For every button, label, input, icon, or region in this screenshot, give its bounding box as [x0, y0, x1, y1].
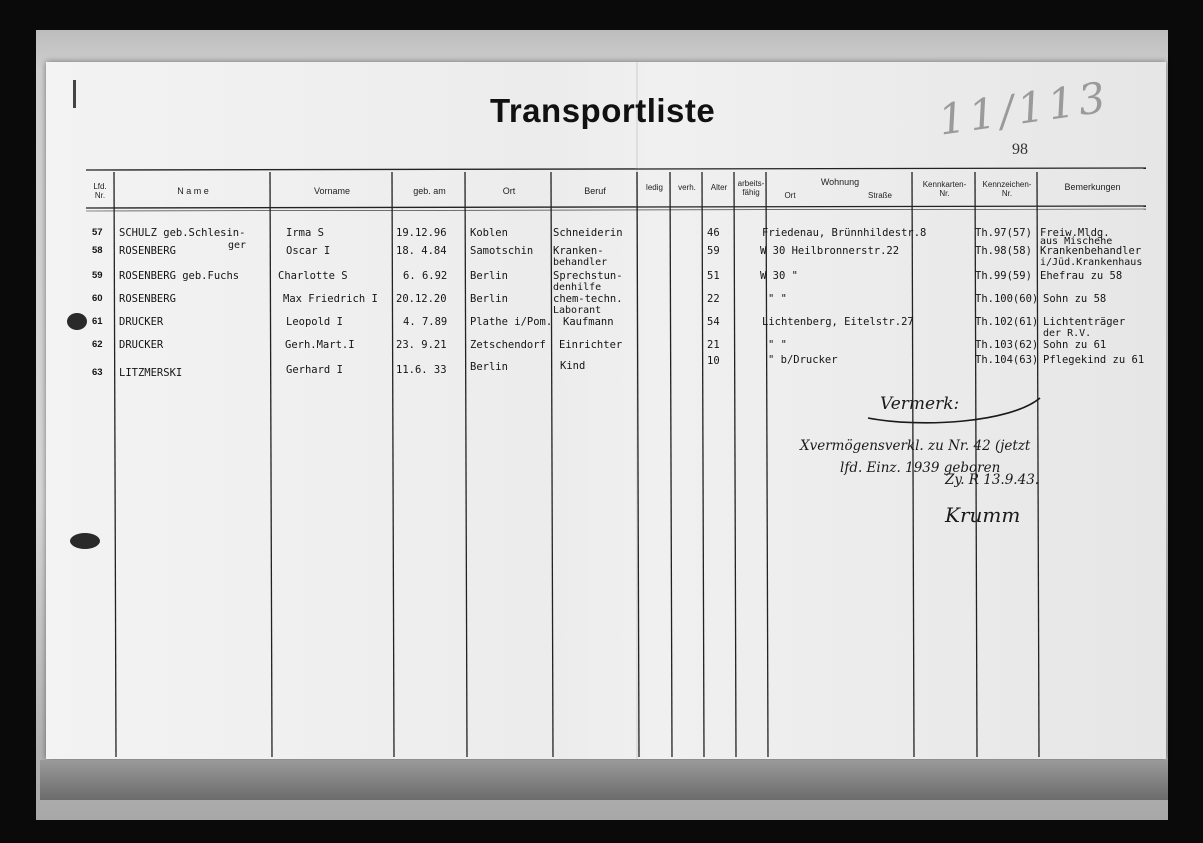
row-geb: 6. 6.92 [403, 270, 448, 282]
table-row [0, 353, 1203, 379]
header-verh: verh. [678, 183, 696, 192]
row-name: ROSENBERG geb.Fuchs [119, 270, 240, 282]
row-alter: 54 [707, 316, 720, 328]
row-wohnung: W 30 " [760, 270, 798, 282]
remark-continuation: i/Jüd.Krankenhaus [1040, 257, 1143, 268]
row-geb: 19.12.96 [396, 227, 447, 239]
row-bemerkungen: Pflegekind zu 61 [1043, 354, 1145, 366]
row-nr: 58 [92, 245, 103, 256]
row-kennzeichen: Th.100(60) [975, 293, 1039, 305]
row-name: ROSENBERG [119, 245, 176, 257]
row-geb: 11.6. 33 [396, 364, 447, 376]
row-bemerkungen: Krankenbehandler [1040, 245, 1142, 257]
row-beruf: Kind [560, 360, 586, 372]
row-name: DRUCKER [119, 316, 164, 328]
row-beruf: Kranken- [553, 245, 604, 257]
header-beruf: Beruf [584, 186, 606, 196]
row-vorname: Irma S [286, 227, 324, 239]
row-bemerkungen: Sohn zu 61 [1043, 339, 1107, 351]
row-geb: 20.12.20 [396, 293, 447, 305]
row-ort: Zetschendorf [470, 339, 546, 351]
remark-continuation: der R.V. [1043, 328, 1092, 339]
header-vorname: Vorname [313, 186, 351, 196]
handwritten-heading: Vermerk: [880, 394, 960, 414]
header-wohnung-strasse: Straße [867, 191, 892, 200]
row-beruf: Sprechstun- [553, 270, 623, 282]
row-alter: 10 [707, 355, 720, 367]
row-nr: 63 [92, 367, 103, 378]
remark-continuation: aus Mischehe [1040, 236, 1113, 247]
table-row [0, 293, 1203, 313]
row-alter: 51 [707, 270, 720, 282]
row-kennzeichen: Th.102(61) [975, 316, 1039, 328]
header-ledig: ledig [646, 183, 663, 192]
row-nr: 59 [92, 270, 103, 281]
header-lfd: Lfd. Nr. [93, 182, 107, 200]
row-vorname: Leopold I [286, 316, 343, 328]
row-kennzeichen: Th.103(62) [975, 339, 1039, 351]
row-vorname: Gerhard I [286, 364, 343, 376]
row-kennzeichen: Th.97(57) [975, 227, 1032, 239]
header-wohnung: Wohnung [820, 177, 860, 187]
header-name: N a m e [177, 186, 209, 196]
row-name: LITZMERSKI [119, 367, 183, 379]
row-ort: Berlin [470, 361, 508, 373]
handwritten-line2: lfd. Einz. 1939 geboren [840, 460, 1001, 476]
name-continuation: ger [228, 240, 247, 251]
row-beruf: Schneiderin [553, 227, 623, 239]
beruf-continuation: behandler [553, 257, 608, 268]
row-alter: 22 [707, 293, 720, 305]
row-alter: 59 [707, 245, 720, 257]
table-row [0, 316, 1203, 336]
row-name: DRUCKER [119, 339, 164, 351]
header-geb: geb. am [413, 186, 446, 196]
ink-stain [70, 533, 100, 549]
row-bemerkungen: Ehefrau zu 58 [1040, 270, 1123, 282]
table-row [0, 227, 1203, 247]
row-bemerkungen: Lichtenträger [1043, 316, 1126, 328]
row-alter: 46 [707, 227, 720, 239]
row-geb: 4. 7.89 [403, 316, 448, 328]
row-vorname: Charlotte S [278, 270, 348, 282]
handwritten-line3: Zy. R 13.9.43. [945, 472, 1040, 488]
row-geb: 18. 4.84 [396, 245, 447, 257]
row-wohnung: " " [768, 293, 787, 305]
header-ort: Ort [502, 186, 516, 196]
row-kennzeichen: Th.104(63) [975, 354, 1039, 366]
page-number: 98 [1012, 141, 1028, 158]
ink-stain [67, 313, 87, 330]
row-ort: Koblen [470, 227, 508, 239]
row-wohnung: Friedenau, Brünnhildestr.8 [762, 227, 927, 239]
row-ort: Berlin [470, 270, 508, 282]
row-ort: Berlin [470, 293, 508, 305]
row-bemerkungen: Freiw.Mldg. [1040, 227, 1110, 239]
archive-stamp: 11/113 [935, 72, 1113, 145]
row-beruf: chem-techn. [553, 293, 623, 305]
row-name: SCHULZ geb.Schlesin- [119, 227, 246, 239]
row-wohnung: W 30 Heilbronnerstr.22 [760, 245, 900, 257]
handwritten-line1: Xvermögensverkl. zu Nr. 42 (jetzt [800, 438, 1031, 454]
row-vorname: Gerh.Mart.I [285, 339, 355, 351]
header-kennzeichen: Kennzeichen- Nr. [982, 180, 1032, 198]
table-row [0, 270, 1203, 290]
row-kennzeichen: Th.99(59) [975, 270, 1032, 282]
row-nr: 61 [92, 316, 103, 327]
row-nr: 60 [92, 293, 103, 304]
row-vorname: Max Friedrich I [283, 293, 378, 305]
header-alter: Alter [710, 183, 728, 192]
row-wohnung: Lichtenberg, Eitelstr.27 [762, 316, 914, 328]
header-wohnung-ort: Ort [784, 191, 796, 200]
beruf-continuation: denhilfe [553, 282, 602, 293]
row-wohnung: " b/Drucker [768, 354, 838, 366]
row-beruf: Einrichter [559, 339, 623, 351]
header-arbeitsfaehig: arbeits- fähig [737, 179, 765, 197]
row-ort: Plathe i/Pom. [470, 316, 553, 328]
row-beruf: Kaufmann [563, 316, 614, 328]
beruf-continuation: Laborant [553, 305, 602, 316]
row-nr: 62 [92, 339, 103, 350]
row-ort: Samotschin [470, 245, 534, 257]
row-vorname: Oscar I [286, 245, 331, 257]
row-alter: 21 [707, 339, 720, 351]
row-nr: 57 [92, 227, 103, 238]
row-wohnung: " " [768, 339, 787, 351]
header-bemerkungen: Bemerkungen [1064, 182, 1121, 192]
row-kennzeichen: Th.98(58) [975, 245, 1032, 257]
row-geb: 23. 9.21 [396, 339, 447, 351]
header-kennkarten: Kennkarten- Nr. [922, 180, 967, 198]
handwritten-underline [860, 388, 1050, 428]
handwritten-signature: Krumm [945, 503, 1021, 527]
page-title: Transportliste [490, 92, 716, 129]
row-bemerkungen: Sohn zu 58 [1043, 293, 1107, 305]
row-name: ROSENBERG [119, 293, 176, 305]
